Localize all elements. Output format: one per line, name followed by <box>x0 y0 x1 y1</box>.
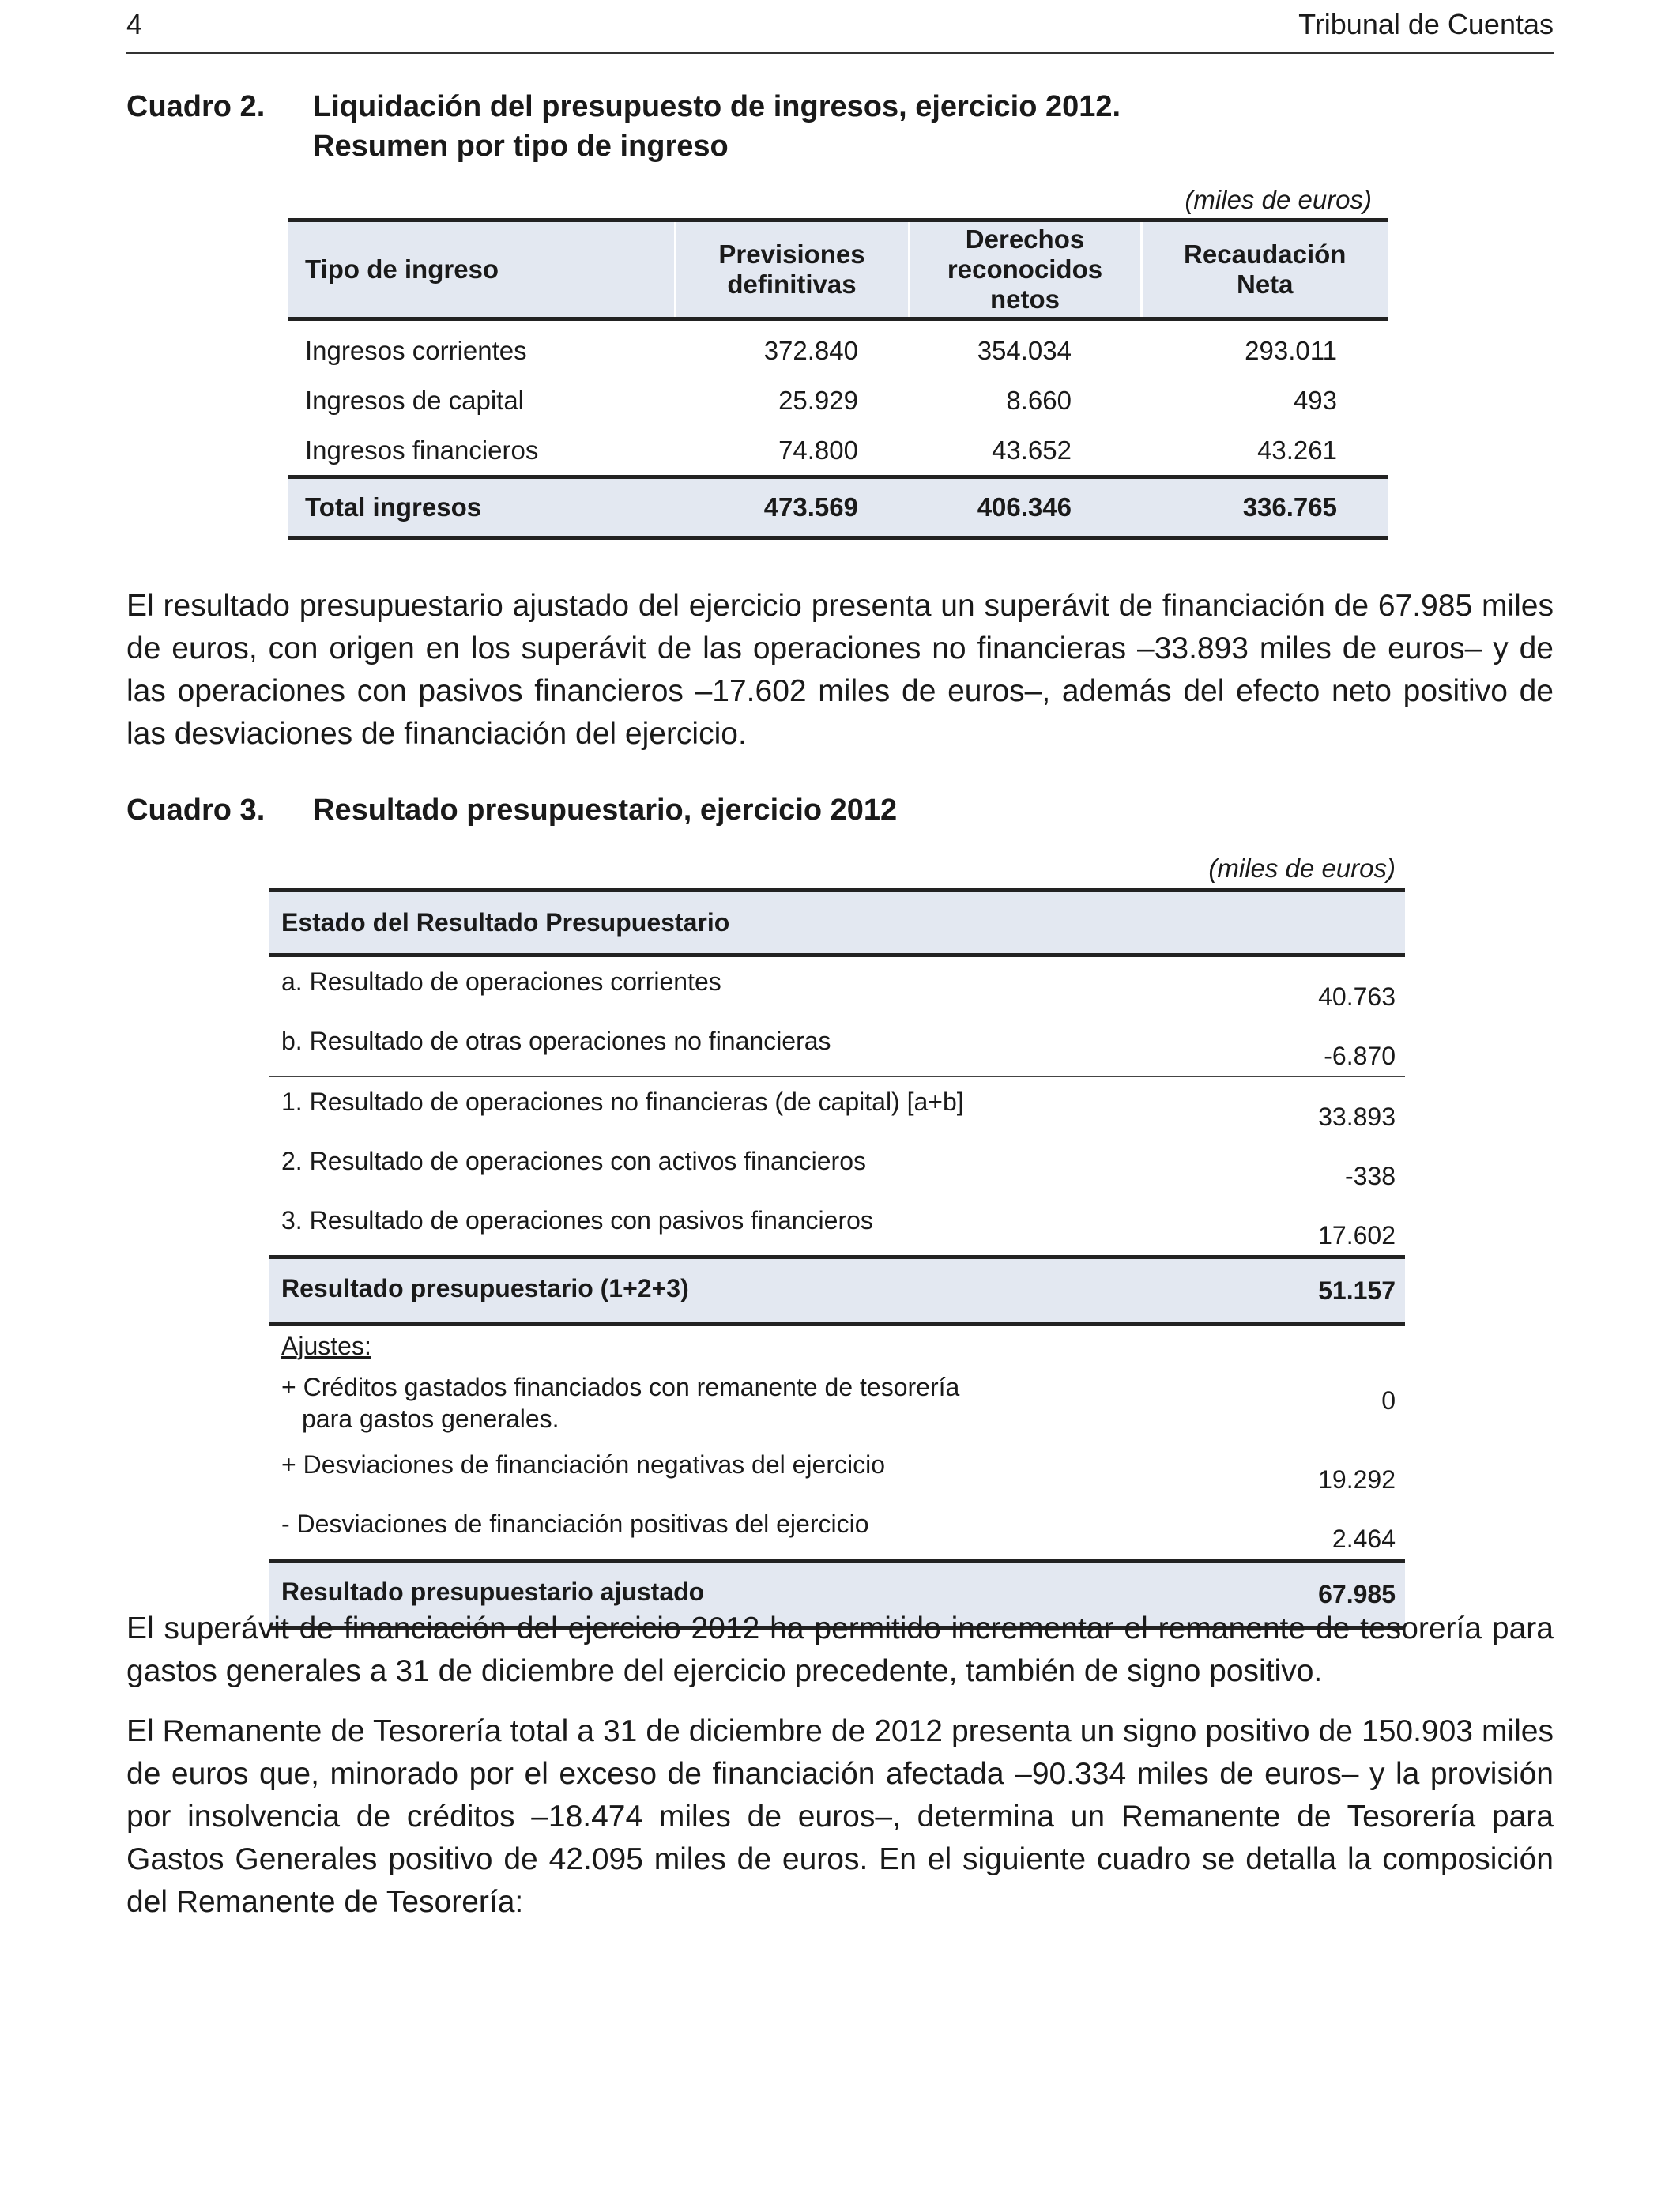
ajustes-label <box>269 1325 1192 1367</box>
row-label-l1: + Créditos gastados financiados con remanente de tesorería <box>281 1373 960 1401</box>
cell-tipo: Ingresos financieros <box>305 435 539 465</box>
paragraph-2: El superávit de financiación del ejercicio 2012 ha permitido incrementar el remanente de tesorería para gastos generales a 31 de diciembre del ejercicio precedente, también de signo positivo. <box>126 1612 1554 1688</box>
ajustado-label: Resultado presupuestario ajustado <box>269 1561 1192 1628</box>
row-label: - Desviaciones de financiación positivas del ejercicio <box>281 1510 869 1538</box>
cell-previsiones: 74.800 <box>778 435 858 465</box>
cuadro2-units: (miles de euros) <box>1185 185 1372 214</box>
row-label: b. Resultado de otras operaciones no financieras <box>281 1027 831 1055</box>
col-header-previsiones-l1: Previsiones <box>718 239 865 269</box>
table-row <box>269 1196 1405 1257</box>
cell-previsiones: 25.929 <box>778 385 858 415</box>
table-row <box>269 1076 1405 1137</box>
col-header-derechos-l2: reconocidos <box>947 254 1103 284</box>
col-header-derechos-l1: Derechos <box>965 224 1085 254</box>
cell-total-previsiones: 473.569 <box>675 477 909 538</box>
table-row <box>288 319 1388 376</box>
table-row <box>288 425 1388 477</box>
cell-previsiones: 372.840 <box>763 335 858 365</box>
col-header-recaudacion-l2: Neta <box>1236 270 1294 299</box>
cell-recaudacion: 43.261 <box>1257 435 1337 465</box>
cell-derechos: 8.660 <box>1006 385 1072 415</box>
cuadro2-title-line1: Liquidación del presupuesto de ingresos, ejercicio 2012. <box>313 90 1121 123</box>
table-row <box>269 1137 1405 1196</box>
col-header-derechos <box>909 221 1141 319</box>
col-header-recaudacion-l1: Recaudación <box>1184 239 1347 269</box>
total-row <box>288 477 1388 538</box>
cuadro3-number: Cuadro 3. <box>126 794 266 827</box>
cuadro3-table <box>269 888 1405 1630</box>
row-value: -6.870 <box>1324 1042 1396 1070</box>
cuadro2-table <box>288 218 1388 540</box>
cuadro3-header-row <box>269 890 1405 956</box>
row-label: a. Resultado de operaciones corrientes <box>281 967 721 996</box>
row-label <box>269 1366 1192 1440</box>
row-value: 17.602 <box>1318 1221 1396 1250</box>
cell-total-label: Total ingresos <box>288 477 675 538</box>
ajustes-row <box>269 1325 1405 1367</box>
table-row <box>269 1366 1405 1440</box>
cell-total-derechos: 406.346 <box>909 477 1141 538</box>
row-value: 40.763 <box>1318 982 1396 1011</box>
row-value: 2.464 <box>1332 1525 1396 1553</box>
page-header <box>126 5 1554 54</box>
paragraph-1: El resultado presupuestario ajustado del ejercicio presenta un superávit de financiación de 67.985 miles de euros, con origen en los superávit de las operaciones no financieras –33.893 miles de euros– y de las operaciones con pasivos financieros –17.602 miles de euros–, además del efecto neto positivo de las desviaciones de financiación del ejercicio. <box>126 589 1554 751</box>
col-header-recaudacion <box>1141 221 1388 319</box>
row-label: 2. Resultado de operaciones con activos financieros <box>281 1147 866 1175</box>
resultado-value: 51.157 <box>1192 1257 1405 1325</box>
col-header-estado: Estado del Resultado Presupuestario <box>269 890 1405 956</box>
col-header-previsiones-l2: definitivas <box>727 270 857 299</box>
cell-recaudacion: 493 <box>1293 385 1337 415</box>
table-row <box>288 375 1388 425</box>
cell-derechos: 43.652 <box>992 435 1072 465</box>
row-label-l2: para gastos generales. <box>302 1404 559 1433</box>
ajustes-label-text: Ajustes: <box>281 1331 371 1360</box>
cuadro3-title: Resultado presupuestario, ejercicio 2012 <box>313 794 898 827</box>
row-label: + Desviaciones de financiación negativas del ejercicio <box>281 1450 885 1479</box>
col-header-tipo: Tipo de ingreso <box>288 221 675 319</box>
row-label: 3. Resultado de operaciones con pasivos financieros <box>281 1206 873 1235</box>
cell-derechos: 354.034 <box>977 335 1072 365</box>
row-value: -338 <box>1344 1162 1396 1190</box>
table-row <box>269 1499 1405 1561</box>
cell-total-recaudacion: 336.765 <box>1141 477 1388 538</box>
ajustes-empty <box>1192 1325 1405 1367</box>
col-header-previsiones <box>675 221 909 319</box>
publication-name: Tribunal de Cuentas <box>1298 8 1554 40</box>
cell-tipo: Ingresos de capital <box>305 385 525 415</box>
table-row <box>269 956 1405 1017</box>
cuadro3-units: (miles de euros) <box>1208 854 1396 883</box>
row-value: 33.893 <box>1192 1076 1405 1137</box>
col-header-derechos-l3: netos <box>989 285 1060 314</box>
cell-tipo: Ingresos corrientes <box>305 335 527 365</box>
row-label: 1. Resultado de operaciones no financieras (de capital) [a+b] <box>269 1076 1192 1137</box>
row-value: 19.292 <box>1318 1465 1396 1494</box>
table-row <box>269 1016 1405 1076</box>
row-value: 0 <box>1381 1385 1396 1415</box>
ajustado-value: 67.985 <box>1192 1561 1405 1628</box>
cuadro2-header-row <box>288 221 1388 319</box>
table-row <box>269 1440 1405 1499</box>
resultado-label: Resultado presupuestario (1+2+3) <box>269 1257 1192 1325</box>
paragraph-3: El Remanente de Tesorería total a 31 de diciembre de 2012 presenta un signo positivo de 150.903 miles de euros que, minorado por el exceso de financiación afectada –90.334 miles de euros– y la provisión por insolvencia de créditos –18.474 miles de euros–, determina un Remanente de Tesorería para Gastos Generales positivo de 42.095 miles de euros. En el siguiente cuadro se detalla la composición del Remanente de Tesorería: <box>126 1714 1554 1919</box>
resultado-row <box>269 1257 1405 1325</box>
cuadro2-number: Cuadro 2. <box>126 90 266 123</box>
cuadro2-title <box>313 87 1498 166</box>
cell-recaudacion: 293.011 <box>1245 335 1337 365</box>
page-number: 4 <box>126 8 143 40</box>
cuadro2-title-line2: Resumen por tipo de ingreso <box>313 130 729 163</box>
